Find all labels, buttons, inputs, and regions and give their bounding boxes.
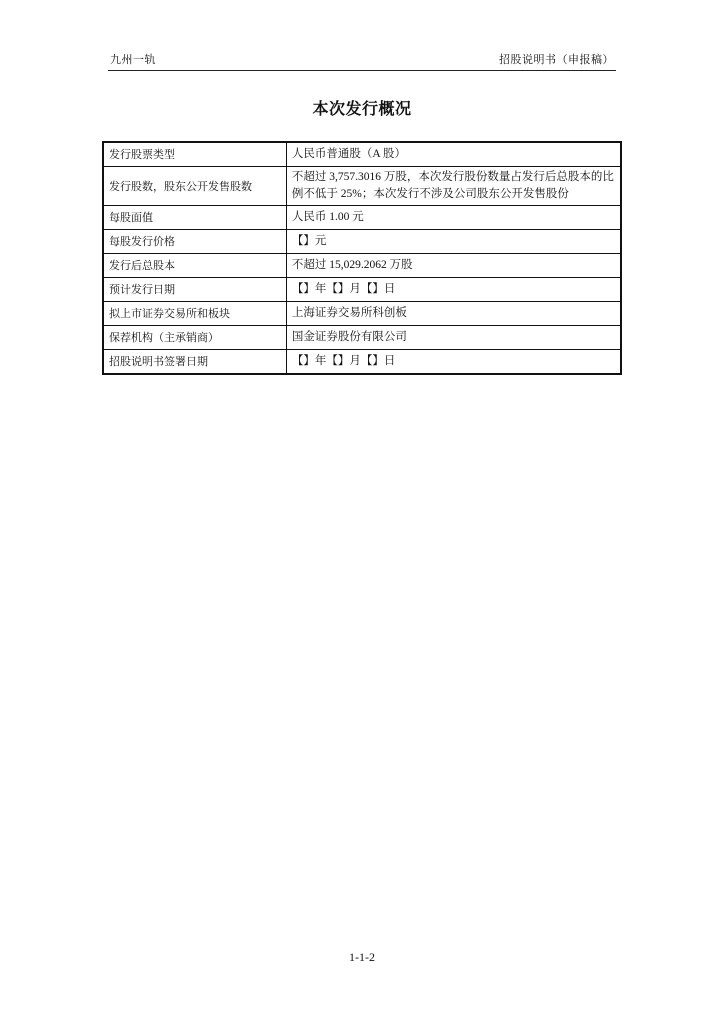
page-title: 本次发行概况 xyxy=(312,99,412,118)
row-value: 不超过 3,757.3016 万股，本次发行股份数量占发行后总股本的比例不低于 25%；本次发行不涉及公司股东公开发售股份 xyxy=(286,167,621,206)
header-company-name: 九州一轨 xyxy=(110,53,156,66)
row-label: 保荐机构（主承销商） xyxy=(103,326,286,350)
table-row xyxy=(103,254,621,278)
row-label: 招股说明书签署日期 xyxy=(103,350,286,375)
row-value: 国金证券股份有限公司 xyxy=(286,326,621,350)
row-label: 预计发行日期 xyxy=(103,278,286,302)
issuance-overview-table xyxy=(102,141,622,375)
table-row xyxy=(103,142,621,167)
row-value: 上海证券交易所科创板 xyxy=(286,302,621,326)
table-row xyxy=(103,302,621,326)
table-row xyxy=(103,230,621,254)
row-label: 每股发行价格 xyxy=(103,230,286,254)
header-document-type: 招股说明书（申报稿） xyxy=(499,53,614,66)
row-value: 【】年【】月【】日 xyxy=(286,278,621,302)
table-row xyxy=(103,326,621,350)
row-value: 【】年【】月【】日 xyxy=(286,350,621,375)
page-number: 1-1-2 xyxy=(349,950,375,964)
table-row xyxy=(103,278,621,302)
row-label: 发行后总股本 xyxy=(103,254,286,278)
row-value: 【】元 xyxy=(286,230,621,254)
row-value: 不超过 15,029.2062 万股 xyxy=(286,254,621,278)
row-value: 人民币普通股（A 股） xyxy=(286,142,621,167)
table-row xyxy=(103,350,621,375)
row-label: 发行股票类型 xyxy=(103,142,286,167)
row-label: 发行股数，股东公开发售股数 xyxy=(103,167,286,206)
table-row xyxy=(103,206,621,230)
page-header xyxy=(108,50,616,71)
row-label: 拟上市证券交易所和板块 xyxy=(103,302,286,326)
table-row xyxy=(103,167,621,206)
row-value: 人民币 1.00 元 xyxy=(286,206,621,230)
row-label: 每股面值 xyxy=(103,206,286,230)
